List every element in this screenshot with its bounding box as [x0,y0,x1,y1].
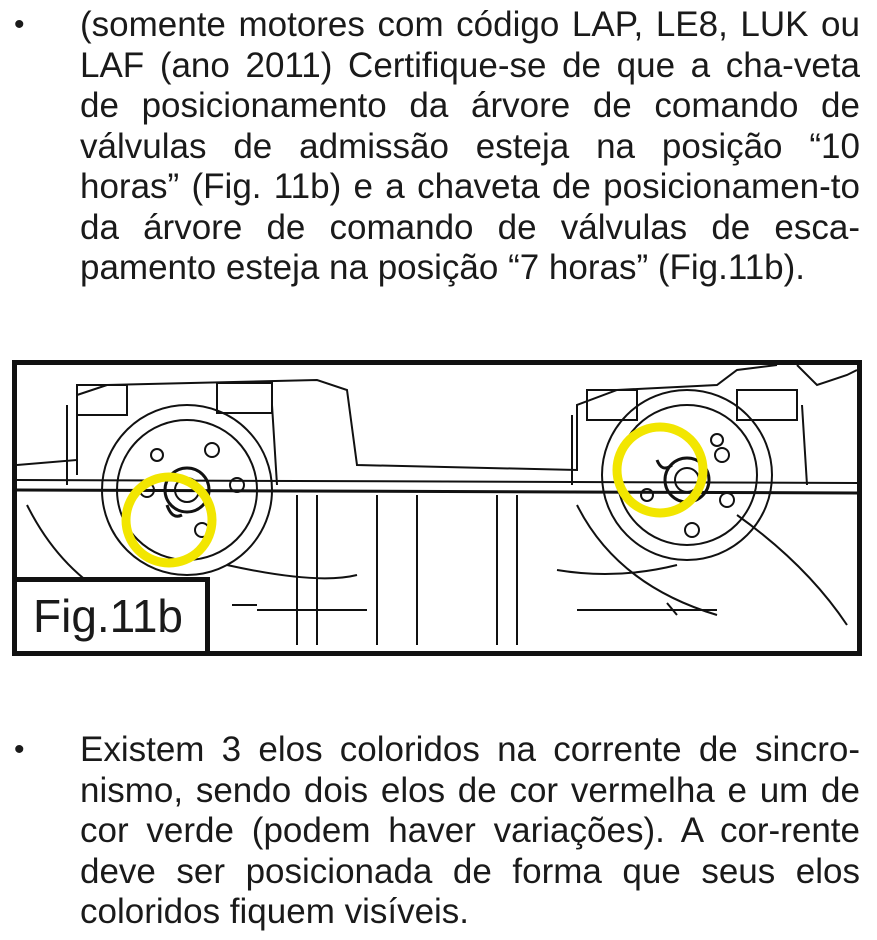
bullet-symbol: • [14,733,25,766]
bullet-text: (somente motores com código LAP, LE8, LUK ou LAF (ano 2011) Certifique-se de que a cha-veta de posicionamento da árvore de comando de válvulas de admissão esteja na posição “10 horas” (Fig. 11b) e a chaveta de posicionamen-to da árvore de comando de válvulas de esca-pamento esteja na posição “7 horas” (Fig.11b). [80,5,860,287]
bullet-symbol: • [14,8,25,41]
exhaust-key-highlight [617,427,703,513]
figure-label: Fig.11b [12,577,210,656]
bullet-text: Existem 3 elos coloridos na corrente de sincro-nismo, sendo dois elos de cor vermelha e um de cor verde (podem haver variações). A cor-rente deve ser posicionada de forma que seus elos coloridos fiquem visíveis. [80,730,860,931]
